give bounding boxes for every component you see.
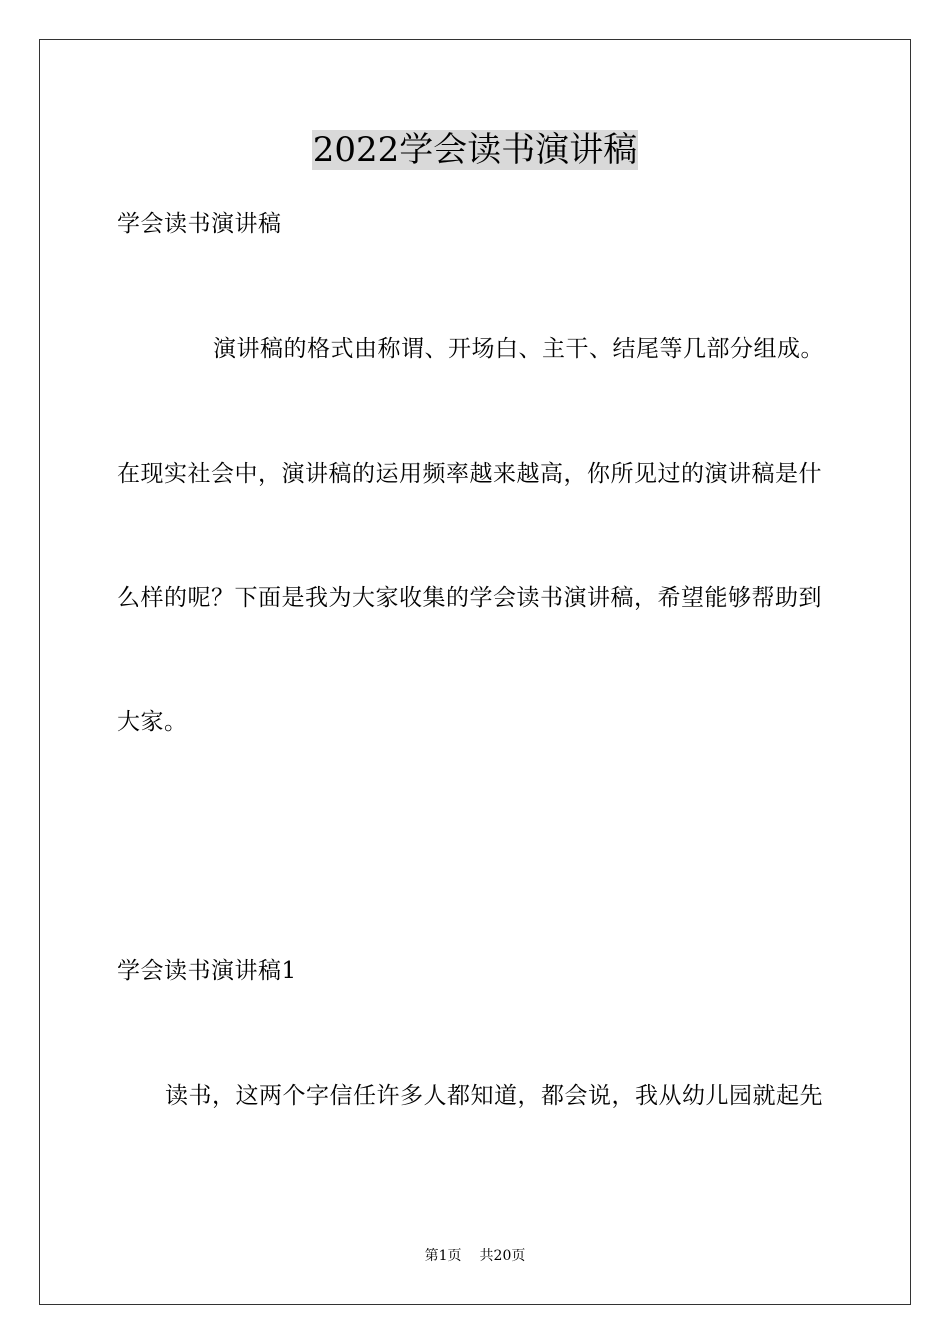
paragraph-line: 读书，这两个字信任许多人都知道，都会说，我从幼儿园就起先	[165, 1083, 823, 1109]
paragraph-line: 演讲稿的格式由称谓、开场白、主干、结尾等几部分组成。	[213, 336, 824, 362]
page-number: 第1页	[424, 1248, 462, 1264]
paragraph-line: 在现实社会中，演讲稿的运用频率越来越高，你所见过的演讲稿是什	[117, 461, 822, 487]
document-title	[0, 128, 950, 172]
paragraph-line: 大家。	[117, 709, 188, 735]
page-total: 共20页	[479, 1248, 526, 1264]
document-title-text: 2022学会读书演讲稿	[312, 130, 638, 170]
document-subtitle: 学会读书演讲稿	[117, 211, 282, 237]
paragraph-line: 么样的呢？下面是我为大家收集的学会读书演讲稿，希望能够帮助到	[117, 585, 822, 611]
page-footer	[0, 1247, 950, 1265]
section-heading: 学会读书演讲稿1	[117, 958, 297, 984]
